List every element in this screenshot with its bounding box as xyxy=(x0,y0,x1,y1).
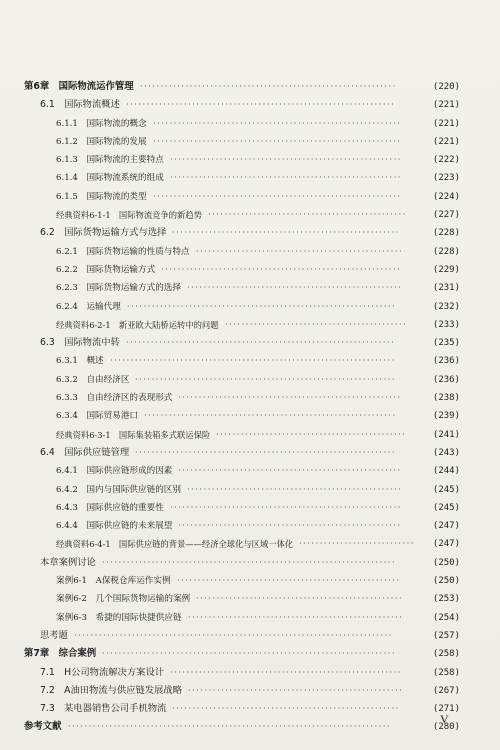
toc-entry-page-number: (257) xyxy=(432,630,460,641)
toc-entry-title: 6.2.3 国际货物运输方式的选择 xyxy=(56,283,181,294)
dot-leader: ························································ xyxy=(170,667,403,677)
toc-entry-page-number: (236) xyxy=(432,374,460,385)
toc-entry-sub xyxy=(24,169,460,187)
toc-entry-sub xyxy=(24,188,460,206)
table-of-contents xyxy=(24,78,460,737)
toc-entry-sub xyxy=(24,261,460,279)
toc-entry-title: 6.3.3 自由经济区的表现形式 xyxy=(56,393,173,404)
toc-entry-page-number: (231) xyxy=(432,283,460,294)
toc-entry-case xyxy=(24,206,460,224)
toc-entry-sub xyxy=(24,298,460,316)
toc-entry-page-number: (236) xyxy=(432,356,460,367)
toc-entry-title: 6.1.5 国际物流的类型 xyxy=(56,191,147,202)
dot-leader: ······················································ xyxy=(177,576,401,586)
dot-leader: ·················································· xyxy=(196,594,404,604)
dot-leader: ······················································ xyxy=(178,521,402,531)
toc-entry-title: 经典资料6-3-1 国际集装箱多式联运保险 xyxy=(56,429,211,440)
toc-entry-section xyxy=(24,554,460,572)
toc-entry-title: 6.3.4 国际贸易港口 xyxy=(56,411,139,422)
toc-entry-sub xyxy=(24,115,460,133)
toc-entry-page-number: (245) xyxy=(432,502,460,513)
toc-entry-title: 6.1 国际物流概述 xyxy=(40,99,120,111)
toc-entry-title: 6.4.3 国际供应链的重要性 xyxy=(56,502,164,513)
dot-leader: ·················································· xyxy=(196,246,404,256)
dot-leader: ······································································· xyxy=(102,649,397,659)
toc-entry-sub xyxy=(24,590,460,608)
toc-entry-title: 经典资料6-4-1 国际供应链的背景——经济全球化与区域一体化 xyxy=(56,539,294,550)
toc-entry-page-number: (280) xyxy=(432,722,460,733)
toc-entry-page-number: (221) xyxy=(432,118,460,129)
toc-entry-title: 6.2.2 国际货物运输方式 xyxy=(56,264,156,275)
toc-entry-sub xyxy=(24,389,460,407)
toc-entry-title: 6.4.1 国际供应链形成的因素 xyxy=(56,466,173,477)
toc-entry-page-number: (244) xyxy=(432,466,460,477)
dot-leader: ····································································· xyxy=(110,356,396,366)
dot-leader: ················································ xyxy=(208,210,407,220)
dot-leader: ······························································· xyxy=(135,374,397,384)
toc-entry-page-number: (222) xyxy=(432,155,460,166)
toc-entry-sub xyxy=(24,572,460,590)
dot-leader: ························································ xyxy=(170,502,403,512)
toc-entry-title: 6.4.2 国内与国际供应链的区别 xyxy=(56,484,181,495)
toc-entry-chapter xyxy=(24,78,460,96)
dot-leader: ······························································· xyxy=(135,447,397,457)
toc-entry-page-number: (223) xyxy=(432,173,460,184)
dot-leader: ·············································· xyxy=(216,429,407,439)
dot-leader: ························································ xyxy=(170,173,403,183)
toc-entry-sub xyxy=(24,517,460,535)
toc-entry-title: 6.2.1 国际货物运输的性质与特点 xyxy=(56,246,190,257)
dot-leader: ···························································· xyxy=(153,191,402,201)
dot-leader: ···················································· xyxy=(188,685,404,695)
dot-leader: ······················································· xyxy=(172,228,400,238)
toc-entry-section xyxy=(24,700,460,718)
toc-entry-case xyxy=(24,535,460,553)
toc-entry-page-number: (235) xyxy=(432,338,460,349)
toc-entry-section xyxy=(24,444,460,462)
toc-entry-title: 7.2 A油田物流与供应链发展战略 xyxy=(40,684,183,696)
dot-leader: ································································· xyxy=(126,100,396,110)
toc-entry-page-number: (258) xyxy=(432,667,460,678)
toc-entry-title: 案例6-1 A保税仓库运作实例 xyxy=(56,576,171,587)
toc-entry-page-number: (233) xyxy=(432,319,460,330)
toc-entry-title: 6.1.1 国际物流的概念 xyxy=(56,118,147,129)
toc-entry-chapter xyxy=(24,718,460,736)
toc-entry-case xyxy=(24,426,460,444)
toc-entry-page-number: (221) xyxy=(432,100,460,111)
toc-entry-sub xyxy=(24,481,460,499)
toc-entry-page-number: (227) xyxy=(432,210,460,221)
dot-leader: ···················································· xyxy=(187,283,403,293)
dot-leader: ···················································· xyxy=(188,612,404,622)
toc-entry-title: 6.4.4 国际供应链的未来展望 xyxy=(56,521,173,532)
toc-entry-page-number: (228) xyxy=(432,246,460,257)
toc-entry-sub xyxy=(24,243,460,261)
dot-leader: ···························································· xyxy=(153,118,402,128)
toc-entry-sub xyxy=(24,609,460,627)
toc-entry-title: 6.3.1 概述 xyxy=(56,356,104,367)
toc-entry-sub xyxy=(24,133,460,151)
toc-entry-page-number: (232) xyxy=(432,301,460,312)
toc-entry-title: 6.1.2 国际物流的发展 xyxy=(56,136,147,147)
toc-entry-page-number: (250) xyxy=(432,557,460,568)
toc-entry-page-number: (238) xyxy=(432,393,460,404)
dot-leader: ············································································· xyxy=(74,630,394,640)
toc-entry-page-number: (254) xyxy=(432,612,460,623)
toc-entry-page-number: (258) xyxy=(432,649,460,660)
toc-entry-section xyxy=(24,627,460,645)
toc-entry-section xyxy=(24,682,460,700)
toc-entry-page-number: (228) xyxy=(432,228,460,239)
dot-leader: ······························································ xyxy=(140,82,397,91)
dot-leader: ································································· xyxy=(126,338,396,348)
dot-leader: ································································· xyxy=(127,301,397,311)
toc-entry-page-number: (247) xyxy=(432,521,460,532)
toc-entry-page-number: (220) xyxy=(432,82,460,92)
toc-entry-page-number: (243) xyxy=(432,447,460,458)
toc-entry-title: 思考题 xyxy=(40,629,68,641)
toc-entry-title: 6.1.3 国际物流的主要特点 xyxy=(56,155,164,166)
toc-entry-page-number: (253) xyxy=(432,594,460,605)
toc-entry-page-number: (267) xyxy=(432,685,460,696)
dot-leader: ······················································ xyxy=(178,466,402,476)
dot-leader: ·············································································· xyxy=(68,722,392,732)
toc-entry-sub xyxy=(24,371,460,389)
dot-leader: ···························································· xyxy=(153,136,402,146)
dot-leader: ···················································· xyxy=(187,484,403,494)
toc-entry-section xyxy=(24,96,460,114)
toc-entry-title: 6.4 国际供应链管理 xyxy=(40,446,130,458)
toc-entry-sub xyxy=(24,462,460,480)
dot-leader: ······································································· xyxy=(102,557,397,567)
dot-leader: ·························································· xyxy=(161,264,402,274)
toc-entry-chapter xyxy=(24,645,460,663)
dot-leader: ······················································ xyxy=(178,393,402,403)
dot-leader: ···························· xyxy=(299,539,416,549)
toc-entry-page-number: (229) xyxy=(432,264,460,275)
toc-entry-title: 参考文献 xyxy=(24,721,62,733)
toc-entry-sub xyxy=(24,151,460,169)
toc-entry-page-number: (241) xyxy=(432,429,460,440)
dot-leader: ············································ xyxy=(225,319,408,329)
toc-entry-page-number: (224) xyxy=(432,191,460,202)
toc-entry-page-number: (247) xyxy=(432,539,460,550)
toc-entry-sub xyxy=(24,279,460,297)
toc-entry-title: 6.3 国际物流中转 xyxy=(40,337,120,349)
toc-entry-title: 第7章 综合案例 xyxy=(24,648,97,660)
dot-leader: ····························································· xyxy=(144,411,397,421)
toc-entry-section xyxy=(24,664,460,682)
toc-entry-page-number: (271) xyxy=(432,704,460,715)
dot-leader: ······················································· xyxy=(172,704,400,714)
toc-entry-title: 案例6-2 几个国际货物运输的案例 xyxy=(56,594,191,605)
toc-entry-title: 本章案例讨论 xyxy=(40,556,96,568)
toc-entry-section xyxy=(24,334,460,352)
toc-entry-title: 6.2.4 运输代理 xyxy=(56,301,121,312)
page-folio: V xyxy=(440,712,449,726)
toc-entry-page-number: (239) xyxy=(432,411,460,422)
toc-entry-section xyxy=(24,224,460,242)
dot-leader: ························································ xyxy=(170,155,403,165)
toc-entry-title: 7.1 H公司物流解决方案设计 xyxy=(40,666,165,678)
toc-entry-title: 第6章 国际物流运作管理 xyxy=(24,81,134,92)
toc-entry-page-number: (245) xyxy=(432,484,460,495)
toc-entry-sub xyxy=(24,499,460,517)
toc-entry-title: 案例6-3 希捷的国际快捷供应链 xyxy=(56,612,182,623)
toc-entry-title: 6.3.2 自由经济区 xyxy=(56,374,130,385)
toc-entry-title: 经典资料6-2-1 新亚欧大陆桥运转中的问题 xyxy=(56,319,219,330)
toc-entry-page-number: (250) xyxy=(432,576,460,587)
toc-entry-title: 经典资料6-1-1 国际物流竞争的新趋势 xyxy=(56,210,202,221)
toc-entry-title: 6.2 国际货物运输方式与选择 xyxy=(40,227,167,239)
toc-entry-page-number: (221) xyxy=(432,136,460,147)
toc-entry-title: 6.1.4 国际物流系统的组成 xyxy=(56,173,164,184)
toc-entry-sub xyxy=(24,407,460,425)
toc-entry-sub xyxy=(24,352,460,370)
toc-entry-case xyxy=(24,316,460,334)
toc-entry-title: 7.3 某电器销售公司手机物流 xyxy=(40,703,167,715)
